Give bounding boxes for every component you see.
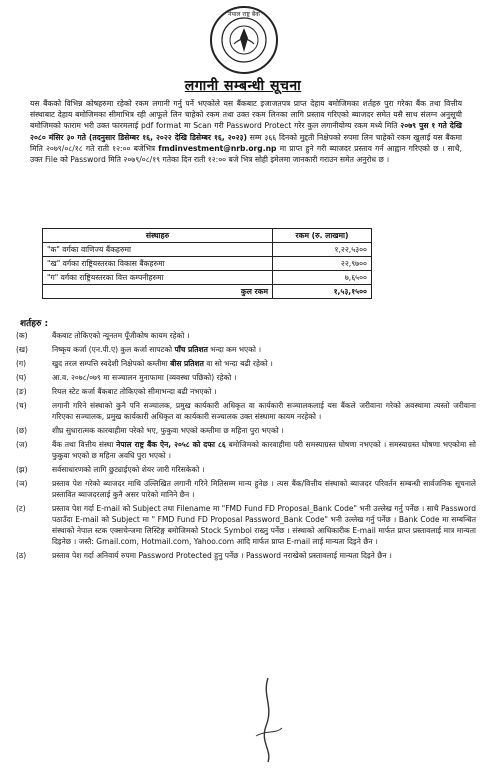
condition-text <box>52 344 476 355</box>
condition-label: (ङ) <box>16 387 27 396</box>
condition-emphasis: बीस प्रतिशत <box>170 359 204 368</box>
condition-text-part: वा सो भन्दा बढी रहेको । <box>203 359 273 368</box>
condition-label: (ठ) <box>16 551 27 560</box>
total-amount: १,५३,१५०० <box>273 285 372 299</box>
condition-text: प्रस्ताव पेश गर्दा E-mail को Subject तथा Filename मा "FMD Fund FD Proposal_Bank Code" भनी उल्लेख गर्नु पर्नेछ । साथै Password पठाउँदा E-mail को Subject मा " FMD Fund FD Proposal Password_Bank Code" भनी उल्लेख गर्नु पर्नेछ । Bank Code मा सम्बन्धित संस्थाको नेपाल स्टक एक्सचेन्जमा लिस्टिङ्ग बमोजिमको Stock Symbol राख्नु पर्नेछ । संस्थाको आधिकारीक E-mail मार्फत प्राप्त प्रस्तावलाई मात्र मान्यता दिइनेछ । जस्तै: Gmail.com, Hotmail.com, Yahoo.com आदि मार्फत प्राप्त E-mail लाई मान्यता दिइने छैन । <box>52 504 476 546</box>
table-row <box>43 243 372 257</box>
condition-label: (छ) <box>16 426 28 435</box>
intro-text-3: मा प्राप्त हुने गरी ब्याजदर प्रस्ताव गर्न आह्वान गरिएको छ । साथै, उक्त File को Password मिति २०७९/०८/१९ गतेका दिन राती १२:०० बजे भित्र सोही इमेलमा जानकारी गराउन समेत अनुरोध छ । <box>30 143 462 165</box>
condition-item <box>16 386 476 397</box>
institution-name: "क" वर्गका वाणिज्य बैंकहरुमा <box>43 243 273 257</box>
signature-mark <box>248 676 288 764</box>
table-total-row <box>43 285 372 299</box>
table-row <box>43 271 372 285</box>
table-header-row <box>43 229 372 243</box>
condition-item <box>16 400 476 422</box>
condition-label: (ञ) <box>16 479 28 488</box>
institution-amount: ७,६५०० <box>273 271 372 285</box>
condition-text: सर्वसाधारणको लागि छुट्याईएको शेयर जारी गरिसकेको । <box>52 465 205 474</box>
page-title: लगानी सम्बन्धी सूचना <box>184 78 302 94</box>
institution-amount: २२,९७०० <box>273 257 372 271</box>
intro-text-2: सम्म ३६६ दिनको मुद्दती निक्षेपको रुपमा लिन चाहेको रकम खुलाई यस बैंकमा मिति २०७९/०८/१८ गते राती १२:०० बजेभित्र <box>30 132 463 153</box>
condition-item <box>16 425 476 436</box>
table-row <box>43 257 372 271</box>
condition-item <box>16 372 476 383</box>
investment-amount-table <box>42 228 372 299</box>
condition-text: प्रस्ताव पेश गरेको ब्याजदर माथि उल्लिखित लगानी गरिने मितिसम्म मान्य हुनेछ । त्यस बैंक/वित्तीय संस्थाको ब्याजदर परिवर्तन सम्बन्धी सार्वजनिक सूचनाले प्रस्तावित ब्याजदरलाई कुनै असर पारेको मानिने छैन । <box>52 479 476 499</box>
condition-label: (च) <box>16 401 27 410</box>
total-label: कुल रकम <box>43 285 273 299</box>
condition-text-part: निष्कृय कर्जा (एन.पी.ए) कुल कर्जा सापटको <box>52 345 175 354</box>
condition-item <box>16 358 476 369</box>
condition-text-part: भन्दा कम भएको । <box>207 345 262 354</box>
condition-label: (ग) <box>16 359 27 368</box>
intro-period: २०७९ पुस १ गते देखि २०८० मंसिर ३० गते (तदनुसार डिसेम्बर १६, २०२२ देखि डिसेम्बर १६, २०२३) <box>30 121 462 142</box>
svg-text:नेपाल राष्ट्र बैंक: नेपाल राष्ट्र बैंक <box>228 11 260 18</box>
condition-text-part: खुद तरल सम्पत्ति स्वदेशी निक्षेपको कम्तीमा <box>52 359 171 368</box>
condition-text <box>52 439 476 461</box>
condition-text: प्रस्ताव पेश गर्दा अनिवार्य रुपमा Password Protected हुनु पर्नेछ । Password नराखेको प्रस्तावलाई मान्यता दिइने छैन । <box>52 551 392 560</box>
condition-emphasis: नेपाल राष्ट्र बैंक ऐन, २०५८ को दफा ८६ <box>116 440 226 449</box>
submission-email: fmdinvestment@nrb.org.np <box>158 143 277 153</box>
condition-text: रियल स्टेट कर्जा बैंकबाट तोकिएको सीमाभन्दा बढी नभएको । <box>52 387 217 396</box>
column-header-amount: रकम (रु. लाखमा) <box>273 229 372 243</box>
institution-name: "ग" वर्गका राष्ट्रियस्तरका वित्त कम्पनीहरुमा <box>43 271 273 285</box>
condition-item <box>16 503 476 547</box>
institution-name: "ख" वर्गका राष्ट्रियस्तरका विकास बैंकहरुमा <box>43 257 273 271</box>
condition-item <box>16 550 476 561</box>
condition-text <box>52 358 476 369</box>
condition-label: (क) <box>16 331 28 340</box>
condition-item <box>16 478 476 500</box>
condition-emphasis: पाँच प्रतिशत <box>174 345 208 354</box>
condition-text: बैंकबाट तोकिएको न्यूनतम पूँजीकोष कायम रहेको । <box>52 331 190 340</box>
condition-text: लगानी गरिने संस्थाको कुनै पनि सञ्चालक, प्रमुख कार्यकारी अधिकृत वा कार्यकारी सञ्चालकलाई यस बैंकले जरीवाना गरेको अवस्थामा त्यस्तो जरीवाना गरिएका सञ्चालक, प्रमुख कार्यकारी अधिकृत वा कार्यकारी सञ्चालक उक्त संस्थामा कायम नरहेको । <box>52 401 476 421</box>
conditions-heading: शर्तहरु : <box>20 319 49 329</box>
condition-label: (घ) <box>16 373 27 382</box>
condition-item <box>16 344 476 355</box>
nrb-seal-logo <box>208 4 280 76</box>
column-header-institutions: संस्थाहरु <box>43 229 273 243</box>
condition-text: आ.व. २०७८/०७९ मा सञ्चालन मुनाफामा (व्यवस्था पछिको) रहेको । <box>52 373 237 382</box>
condition-label: (ज) <box>16 440 28 449</box>
condition-item <box>16 330 476 341</box>
intro-paragraph <box>30 98 462 165</box>
conditions-list <box>16 330 476 564</box>
condition-text-part: बैंक तथा वित्तीय संस्था <box>52 440 117 449</box>
institution-amount: १,२२,५३०० <box>273 243 372 257</box>
intro-text-1: यस बैंकको विभिन्न कोषहरुमा रहेको रकम लगानी गर्नु पर्ने भएकोले यस बैंकबाट इजाजतपत्र प्राप्त देहाय बमोजिमका शर्तहरु पुरा गरेका बैंक तथा वित्तीय संस्थाबाट देहाय बमोजिमका सीमाभित्र रही आफूले लिन चाहेको रकम तथा उक्त रकम लिनका लागि प्रस्ताव गरिएको ब्याजदर समेत यसै साथ संलग्न अनुसूची बमोजिमको फाराम भरी उक्त फारमलाई pdf format मा Scan गरी Password Protect गरेर कुल लगानीयोग्य रकम मध्ये मिति <box>30 99 462 131</box>
condition-label: (झ) <box>16 465 28 474</box>
condition-item <box>16 464 476 475</box>
condition-label: (ख) <box>16 345 28 354</box>
condition-text-part: बमोजिमको कारवाहीमा परी समस्याग्रस्त घोषणा नभएको । समस्याग्रस्त घोषणा भएकोमा सो फुकुवा भएको छ महिना अवधि पुरा भएको । <box>52 440 477 460</box>
condition-label: (ट) <box>16 504 26 513</box>
condition-item <box>16 439 476 461</box>
condition-text: शीघ्र सुधारात्मक कारबाहीमा परेको भए, फुकुवा भएको कम्तीमा छ महिना पुरा भएको । <box>52 426 284 435</box>
